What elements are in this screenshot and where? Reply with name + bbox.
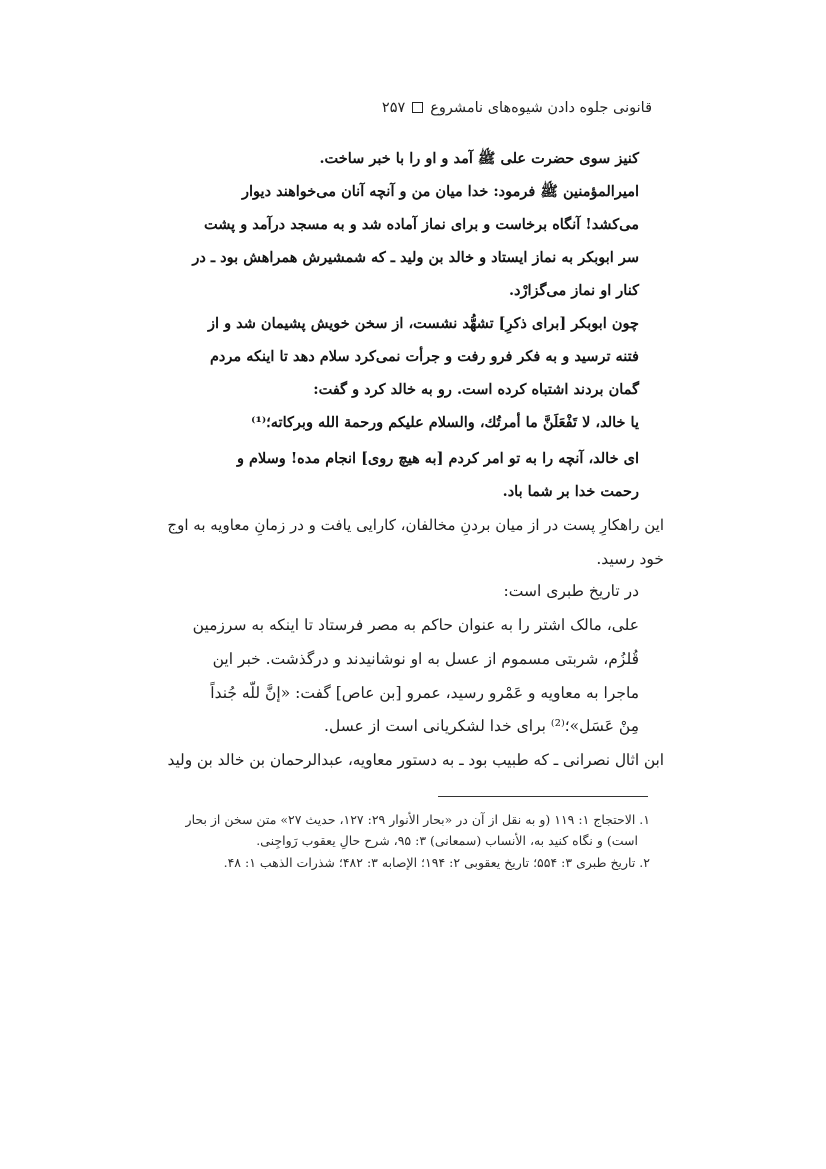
quote-line: می‌کشد! آنگاه برخاست و برای نماز آماده شد و به مسجد درآمد و پشت (203, 216, 639, 233)
quote-line: ای خالد، آنچه را به تو امر کردم [به هیچ روی] انجام مده! وسلام و (236, 450, 639, 467)
footnote-line: ۲. تاریخ طبری ۳: ۵۵۴؛ تاریخ یعقوبی ۲: ۱۹۴؛ الإصابه ۳: ۴۸۲؛ شذرات الذهب ۱: ۴۸. (223, 855, 650, 870)
page-number: ۲۵۷ (381, 100, 406, 116)
quote-line: گمان بردند اشتباه کرده است. رو به خالد کرد و گفت: (313, 381, 639, 398)
quote-line: سر ابوبکر به نماز ایستاد و خالد بن ولید ـ که شمشیرش همراهش بود ـ در (192, 249, 639, 266)
header-square-icon (412, 102, 423, 113)
body-line: خود رسید. (596, 550, 664, 568)
footnote-line: است) و نگاه کنید به، الأنساب (سمعانی) ۳: ۹۵، شرح حالِ یعقوب رَواجِنی. (256, 833, 638, 848)
quote-arabic-line: یا خالد، لا تَفْعَلَنَّ ما أمرتُك، والسلام علیکم ورحمة الله وبرکاته؛⁽¹⁾ (251, 414, 639, 431)
body-line: ماجرا به معاویه و عَمْرو رسید، عمرو [بن عاص] گفت: «إنَّ للّه جُنداً (210, 684, 639, 702)
quote-line: امیرالمؤمنین ﷺ فرمود: خدا میان من و آنچه آنان می‌خواهند دیوار (242, 183, 639, 200)
header-title: قانونی جلوه دادن شیوه‌های نامشروع (430, 100, 652, 116)
quote-line: رحمت خدا بر شما باد. (502, 483, 639, 500)
body-line: علی، مالک اشتر را به عنوان حاکم به مصر فرستاد تا اینکه به سرزمین (192, 616, 639, 634)
footnote-divider (438, 796, 648, 797)
quote-line: چون ابوبکر [برای ذکرِ] تشهُّد نشست، از سخن خویش پشیمان شد و از (207, 315, 639, 332)
quote-line: کنار او نماز می‌گزارْد. (508, 282, 639, 299)
footnote-line: ۱. الاحتجاج ۱: ۱۱۹ (و به نقل از آن در «بحار الأنوار ۲۹: ۱۲۷، حدیث ۲۷» متن سخن از بحار (185, 812, 650, 827)
running-header (382, 100, 652, 116)
quote-line: کنیز سوی حضرت علی ﷺ آمد و او را با خبر ساخت. (319, 150, 639, 167)
body-line: قُلزُم، شربتی مسموم از عسل به او نوشانیدند و درگذشت. خبر این (212, 650, 639, 668)
body-line: این راهکارِ پست در از میان بردنِ مخالفان، کارایی یافت و در زمانِ معاویه به اوج (167, 516, 664, 534)
body-line: مِنْ عَسَل»؛⁽²⁾ برای خدا لشکریانی است از عسل. (324, 717, 639, 735)
body-line: ابن اثال نصرانی ـ که طبیب بود ـ به دستور معاویه، عبدالرحمان بن خالد بن ولید (167, 751, 664, 769)
body-line: در تاریخ طبری است: (503, 582, 639, 600)
quote-line: فتنه ترسید و به فکر فرو رفت و جرأت نمی‌کرد سلام دهد تا اینکه مردم (209, 348, 639, 365)
